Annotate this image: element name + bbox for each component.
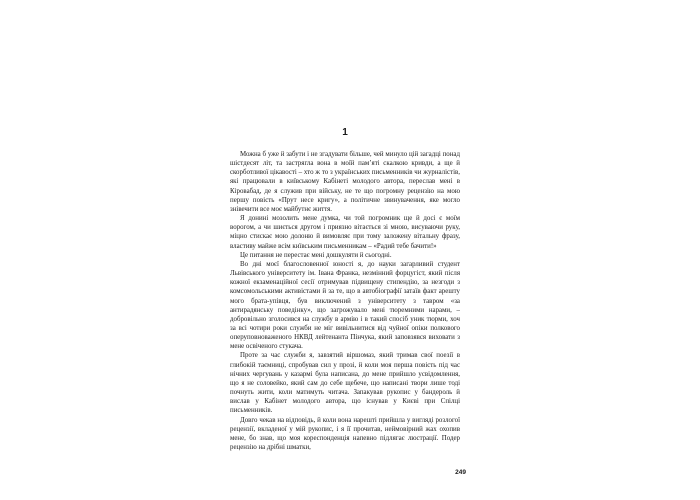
page-number: 249 [455, 469, 466, 476]
paragraph: Довго чекав на відповідь, й коли вона нарешті прийшла у вигляді розлогої рецензії, вкладеної у мій рукопис, і я її прочитав, неймовірний жах охопив мене, бо знав, що моя кореспонденція напевно підлягає люстрації. Подер рецензію на дрібні шматки, [230, 416, 460, 451]
body-text [230, 150, 460, 452]
paragraph: Це питання не перестає мені дошкуляти й сьогодні. [240, 251, 392, 259]
paragraph: Я донині мозолить мене думка, чи той погромник ще й досі є моїм ворогом, а чи шиється другом і приязно вітається зі мною, висуваючи руку, міцно стискає мою долоню й вимовляє при тому заложену вітальну фразу, властиву майже всім київським письменникам – «Радий тебе бачити!» [230, 215, 460, 250]
paragraph: Проте за час служби я, завзятий віршомаз, який тримав свої поезії в глибокій таємниці, спробував сил у прозі, й коли моя перша повість під час нічних чергувань у казармі була написана, до мене прийшло усвідомлення, що я не соловейко, який сам до себе щебече, що написані твори лише тоді почнуть жити, коли матимуть читача. Запакував рукопис у бандероль й вислав у Кабінет молодого автора, що існував у Києві при Спілці письменників. [230, 352, 460, 415]
chapter-number: 1 [342, 127, 348, 138]
paragraph: Во дні моєї благословенної юності я, до науки загарливий студент Львівського університету ім. Івана Франка, незмінний форцугіст, який після кожної екзаменаційної сесії отримував підвищену стипендію, за незгоди з комсомольськими активістами й за те, що в автобіографії затаїв факт арешту мого брата-упівця, був виключений з університету з тавром «за антирадянську поведінку», що загрожувало мені тюремними нарами, – добровільно зголосився на службу в армію і в такий спосіб уник тюрми, хоч за всі чотири роки служби не міг вивільнитися від чуйної опіки полкового оперуповноваженого НКВД лейтенанта Пінчука, який заповзявся виховати з мене освіченого стукача. [230, 260, 460, 351]
paragraph: Можна б уже й забути і не згадувати більше, чей минуло цій загадці понад шістдесят літ, та застрягла вона в моїй пам’яті скалкою кривди, а ще й скорботливої цікавості – хто ж то з українських письменників чи журналістів, які працювали в київському Кабінеті молодого автора, переслав мені в Кіровабад, де я служив при війську, не те що погромну рецензію на мою першу повість «Прут несе кригу», а політичне звинувачення, яке могло знівечити все моє майбутнє життя. [230, 151, 460, 213]
